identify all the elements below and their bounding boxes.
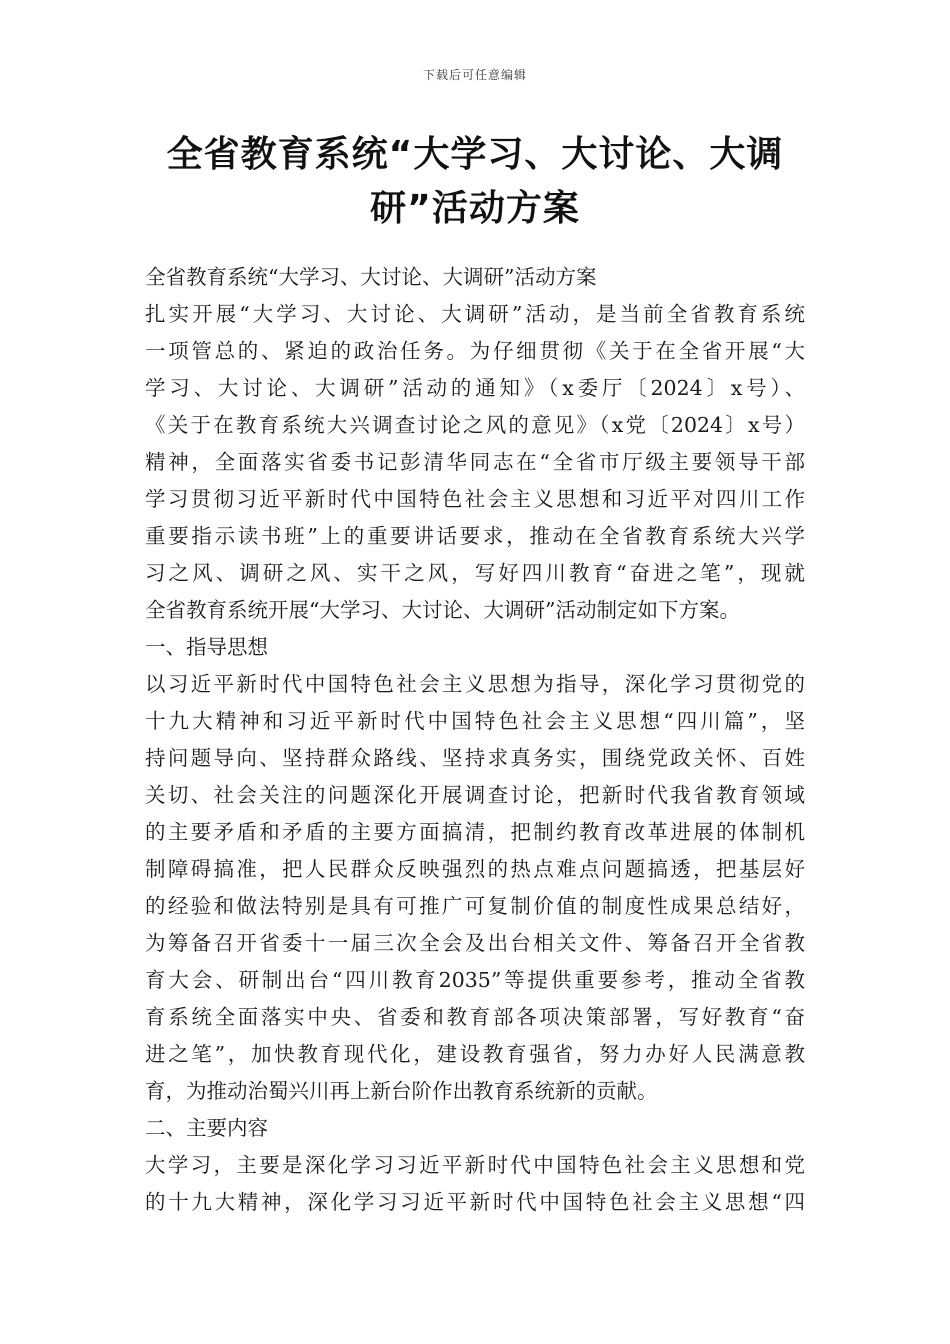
paragraph-line: 育，为推动治蜀兴川再上新台阶作出教育系统新的贡献。 — [145, 1079, 658, 1103]
paragraph-line: 《关于在教育系统大兴调查讨论之风的意见》（x党〔2024〕x号） — [145, 413, 805, 437]
paragraph-line: 进之笔”，加快教育现代化，建设教育强省，努力办好人民满意教 — [145, 1042, 805, 1066]
title-line: 全省教育系统“大学习、大讨论、大调 — [166, 134, 784, 175]
title-line: 研”活动方案 — [370, 188, 580, 229]
paragraph-line: 大学习，主要是深化学习习近平新时代中国特色社会主义思想和党 — [145, 1153, 805, 1177]
paragraph-line: 精神，全面落实省委书记彭清华同志在“全省市厅级主要领导干部 — [145, 450, 805, 474]
document-title — [150, 128, 800, 236]
subtitle-line: 全省教育系统“大学习、大讨论、大调研”活动方案 — [145, 265, 597, 289]
section-heading: 一、指导思想 — [145, 635, 268, 659]
paragraph-line: 的主要矛盾和矛盾的主要方面搞清，把制约教育改革进展的体制机 — [145, 820, 805, 844]
paragraph-line: 持问题导向、坚持群众路线、坚持求真务实，围绕党政关怀、百姓 — [145, 746, 805, 770]
paragraph-line: 扎实开展“大学习、大讨论、大调研”活动，是当前全省教育系统 — [145, 302, 805, 326]
paragraph-line: 十九大精神和习近平新时代中国特色社会主义思想“四川篇”，坚 — [145, 709, 805, 733]
section-heading: 二、主要内容 — [145, 1116, 268, 1140]
paragraph-line: 学习、大讨论、大调研”活动的通知》（x委厅〔2024〕x号）、 — [145, 376, 805, 400]
paragraph-line: 育系统全面落实中央、省委和教育部各项决策部署，写好教育“奋 — [145, 1005, 805, 1029]
paragraph-line: 学习贯彻习近平新时代中国特色社会主义思想和习近平对四川工作 — [145, 487, 805, 511]
paragraph-line: 为筹备召开省委十一届三次全会及出台相关文件、筹备召开全省教 — [145, 931, 805, 955]
paragraph-line: 制障碍搞准，把人民群众反映强烈的热点难点问题搞透，把基层好 — [145, 857, 805, 881]
paragraph-line: 一项管总的、紧迫的政治任务。为仔细贯彻《关于在全省开展“大 — [145, 339, 805, 363]
header-note: 下载后可任意编辑 — [422, 68, 527, 82]
paragraph-line: 全省教育系统开展“大学习、大讨论、大调研”活动制定如下方案。 — [145, 598, 740, 622]
paragraph-line: 关切、社会关注的问题深化开展调查讨论，把新时代我省教育领域 — [145, 783, 805, 807]
paragraph-line: 重要指示读书班”上的重要讲话要求，推动在全省教育系统大兴学 — [145, 524, 805, 548]
document-body — [145, 259, 805, 1221]
paragraph-line: 的十九大精神，深化学习习近平新时代中国特色社会主义思想“四 — [145, 1190, 805, 1214]
paragraph-line: 的经验和做法特别是具有可推广可复制价值的制度性成果总结好， — [145, 894, 805, 918]
paragraph-line: 以习近平新时代中国特色社会主义思想为指导，深化学习贯彻党的 — [145, 672, 805, 696]
paragraph-line: 习之风、调研之风、实干之风，写好四川教育“奋进之笔”，现就 — [145, 561, 805, 585]
paragraph-line: 育大会、研制出台“四川教育2035”等提供重要参考，推动全省教 — [145, 968, 805, 992]
